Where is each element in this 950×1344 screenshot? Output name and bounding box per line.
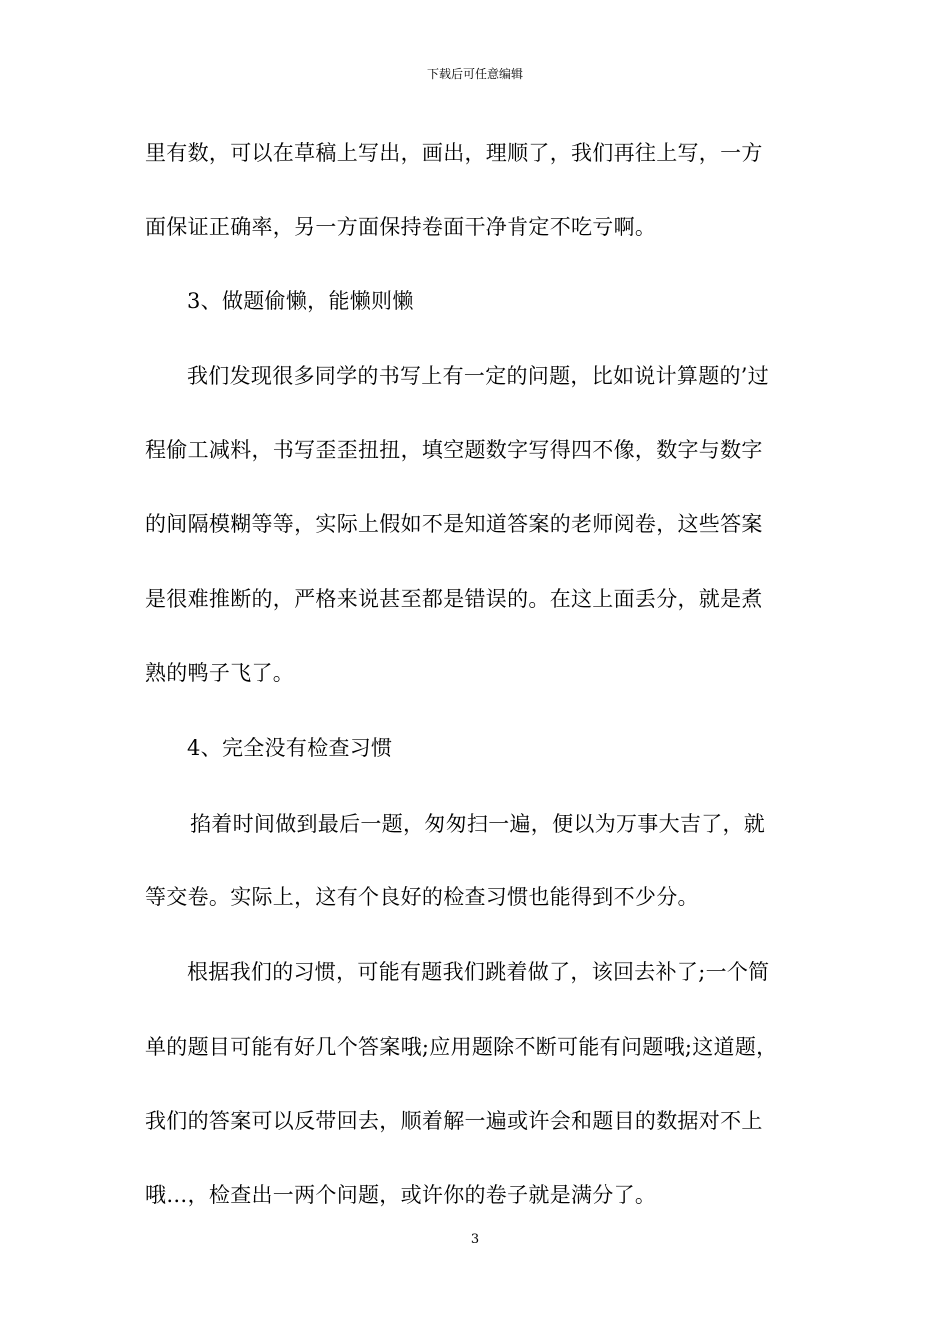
body-line: 我们发现很多同学的书写上有一定的问题，比如说计算题的’过	[187, 364, 770, 388]
section-heading-3: 3、做题偷懒，能懒则懒	[187, 289, 414, 313]
body-line: 哦…，检查出一两个问题，或许你的卷子就是满分了。	[145, 1183, 657, 1207]
body-line: 单的题目可能有好几个答案哦;应用题除不断可能有问题哦;这道题，	[145, 1035, 778, 1059]
body-line: 里有数，可以在草稿上写出，画出，理顺了，我们再往上写，一方	[145, 141, 763, 165]
body-line: 等交卷。实际上，这有个良好的检查习惯也能得到不少分。	[145, 885, 699, 909]
page-header: 下载后可任意编辑	[426, 67, 523, 81]
body-line: 我们的答案可以反带回去，顺着解一遍或许会和题目的数据对不上	[145, 1109, 763, 1133]
body-line: 熟的鸭子飞了。	[145, 661, 295, 685]
body-line: 的间隔模糊等等，实际上假如不是知道答案的老师阅卷，这些答案	[145, 512, 763, 536]
page-number: 3	[470, 1232, 480, 1247]
body-line: 面保证正确率，另一方面保持卷面干净肯定不吃亏啊。	[145, 215, 657, 239]
body-line: 程偷工减料，书写歪歪扭扭，填空题数字写得四不像，数字与数字	[145, 438, 763, 462]
body-line: 是很难推断的，严格来说甚至都是错误的。在这上面丢分，就是煮	[145, 587, 763, 611]
body-line: 掐着时间做到最后一题，匆匆扫一遍，便以为万事大吉了，就	[190, 812, 766, 836]
body-line: 根据我们的习惯，可能有题我们跳着做了，该回去补了;一个简	[187, 960, 770, 984]
section-heading-4: 4、完全没有检查习惯	[187, 736, 393, 760]
